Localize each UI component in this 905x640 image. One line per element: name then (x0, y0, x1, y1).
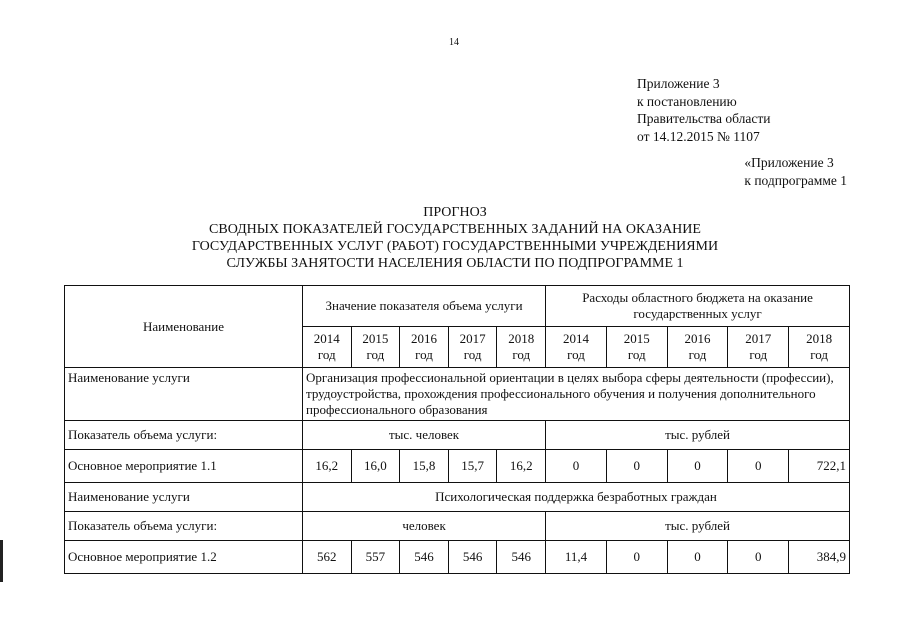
expense-value: 0 (546, 450, 607, 483)
header-expense-group: Расходы областного бюджета на оказание государственных услуг (546, 286, 850, 327)
appendix-reference (637, 75, 770, 145)
year-unit: год (512, 347, 531, 362)
document-title (60, 204, 850, 272)
year-number: 2018 (806, 331, 833, 346)
appendix-line: от 14.12.2015 № 1107 (637, 128, 760, 144)
year-unit: год (567, 347, 585, 362)
expense-unit: тыс. рублей (546, 421, 850, 450)
volume-value: 16,2 (303, 450, 352, 483)
volume-value: 546 (497, 541, 546, 574)
expense-value: 11,4 (546, 541, 607, 574)
page-number: 14 (449, 37, 459, 48)
indicator-label: Показатель объема услуги: (65, 512, 303, 541)
year-unit: год (463, 347, 482, 362)
expense-unit: тыс. рублей (546, 512, 850, 541)
scan-edge-mark-top (0, 540, 3, 566)
header-volume-group: Значение показателя объема услуги (303, 286, 546, 327)
service-description: Организация профессиональной ориентации в целях выбора сферы деятельности (профессии), трудоустройства, прохождения профессионального обучения и получения дополнительного профессионального образования (303, 368, 850, 421)
volume-unit: человек (303, 512, 546, 541)
header-year-cell (303, 327, 352, 368)
table-body (65, 286, 850, 574)
expense-value: 722,1 (789, 450, 850, 483)
year-number: 2016 (411, 331, 438, 346)
expense-value: 0 (606, 450, 667, 483)
forecast-table (64, 285, 850, 574)
service-row (65, 368, 850, 421)
measure-label: Основное мероприятие 1.1 (65, 450, 303, 483)
volume-value: 15,7 (448, 450, 497, 483)
measure-row (65, 541, 850, 574)
indicator-row (65, 421, 850, 450)
year-number: 2017 (745, 331, 772, 346)
header-year-cell (497, 327, 546, 368)
year-number: 2015 (623, 331, 650, 346)
year-number: 2016 (684, 331, 711, 346)
appendix-line: Правительства области (637, 111, 771, 126)
year-unit: год (415, 347, 433, 362)
year-unit: год (810, 347, 828, 362)
header-year-cell (789, 327, 850, 368)
title-line: ПРОГНОЗ (423, 205, 487, 220)
appendix-line: к постановлению (637, 93, 737, 109)
year-unit: год (749, 347, 768, 362)
volume-value: 15,8 (400, 450, 449, 483)
expense-value: 0 (606, 541, 667, 574)
header-year-cell (448, 327, 497, 368)
expense-value: 0 (667, 450, 728, 483)
volume-value: 557 (351, 541, 400, 574)
year-number: 2014 (562, 331, 589, 346)
sub-appendix-line: «Приложение 3 (744, 155, 834, 170)
expense-value: 0 (667, 541, 728, 574)
header-year-cell (546, 327, 607, 368)
header-year-cell (351, 327, 400, 368)
indicator-row (65, 512, 850, 541)
volume-value: 16,2 (497, 450, 546, 483)
expense-value: 384,9 (789, 541, 850, 574)
year-number: 2015 (362, 331, 389, 346)
title-line: СЛУЖБЫ ЗАНЯТОСТИ НАСЕЛЕНИЯ ОБЛАСТИ ПО ПОДПРОГРАММЕ 1 (226, 256, 684, 271)
year-unit: год (627, 347, 646, 362)
volume-value: 546 (448, 541, 497, 574)
header-name: Наименование (65, 286, 303, 368)
year-number: 2017 (459, 331, 486, 346)
service-label: Наименование услуги (65, 368, 303, 421)
sub-appendix-reference (744, 154, 847, 189)
expense-value: 0 (728, 450, 789, 483)
volume-value: 562 (303, 541, 352, 574)
scan-edge-mark-bottom (0, 566, 3, 582)
indicator-label: Показатель объема услуги: (65, 421, 303, 450)
measure-row (65, 450, 850, 483)
appendix-line: Приложение 3 (637, 76, 720, 91)
expense-value: 0 (728, 541, 789, 574)
title-line: ГОСУДАРСТВЕННЫХ УСЛУГ (РАБОТ) ГОСУДАРСТВЕННЫМИ УЧРЕЖДЕНИЯМИ (191, 239, 719, 254)
year-unit: год (366, 347, 385, 362)
year-unit: год (317, 347, 336, 362)
header-year-cell (606, 327, 667, 368)
service-description: Психологическая поддержка безработных граждан (303, 483, 850, 512)
service-label: Наименование услуги (65, 483, 303, 512)
volume-value: 546 (400, 541, 449, 574)
header-year-cell (667, 327, 728, 368)
measure-label: Основное мероприятие 1.2 (65, 541, 303, 574)
header-year-cell (728, 327, 789, 368)
service-row (65, 483, 850, 512)
year-number: 2014 (313, 331, 340, 346)
year-unit: год (688, 347, 707, 362)
header-year-cell (400, 327, 449, 368)
year-number: 2018 (508, 331, 535, 346)
volume-value: 16,0 (351, 450, 400, 483)
title-line: СВОДНЫХ ПОКАЗАТЕЛЕЙ ГОСУДАРСТВЕННЫХ ЗАДАНИЙ НА ОКАЗАНИЕ (209, 222, 701, 237)
volume-unit: тыс. человек (303, 421, 546, 450)
header-row-groups (65, 286, 850, 327)
sub-appendix-line: к подпрограмме 1 (744, 172, 847, 188)
